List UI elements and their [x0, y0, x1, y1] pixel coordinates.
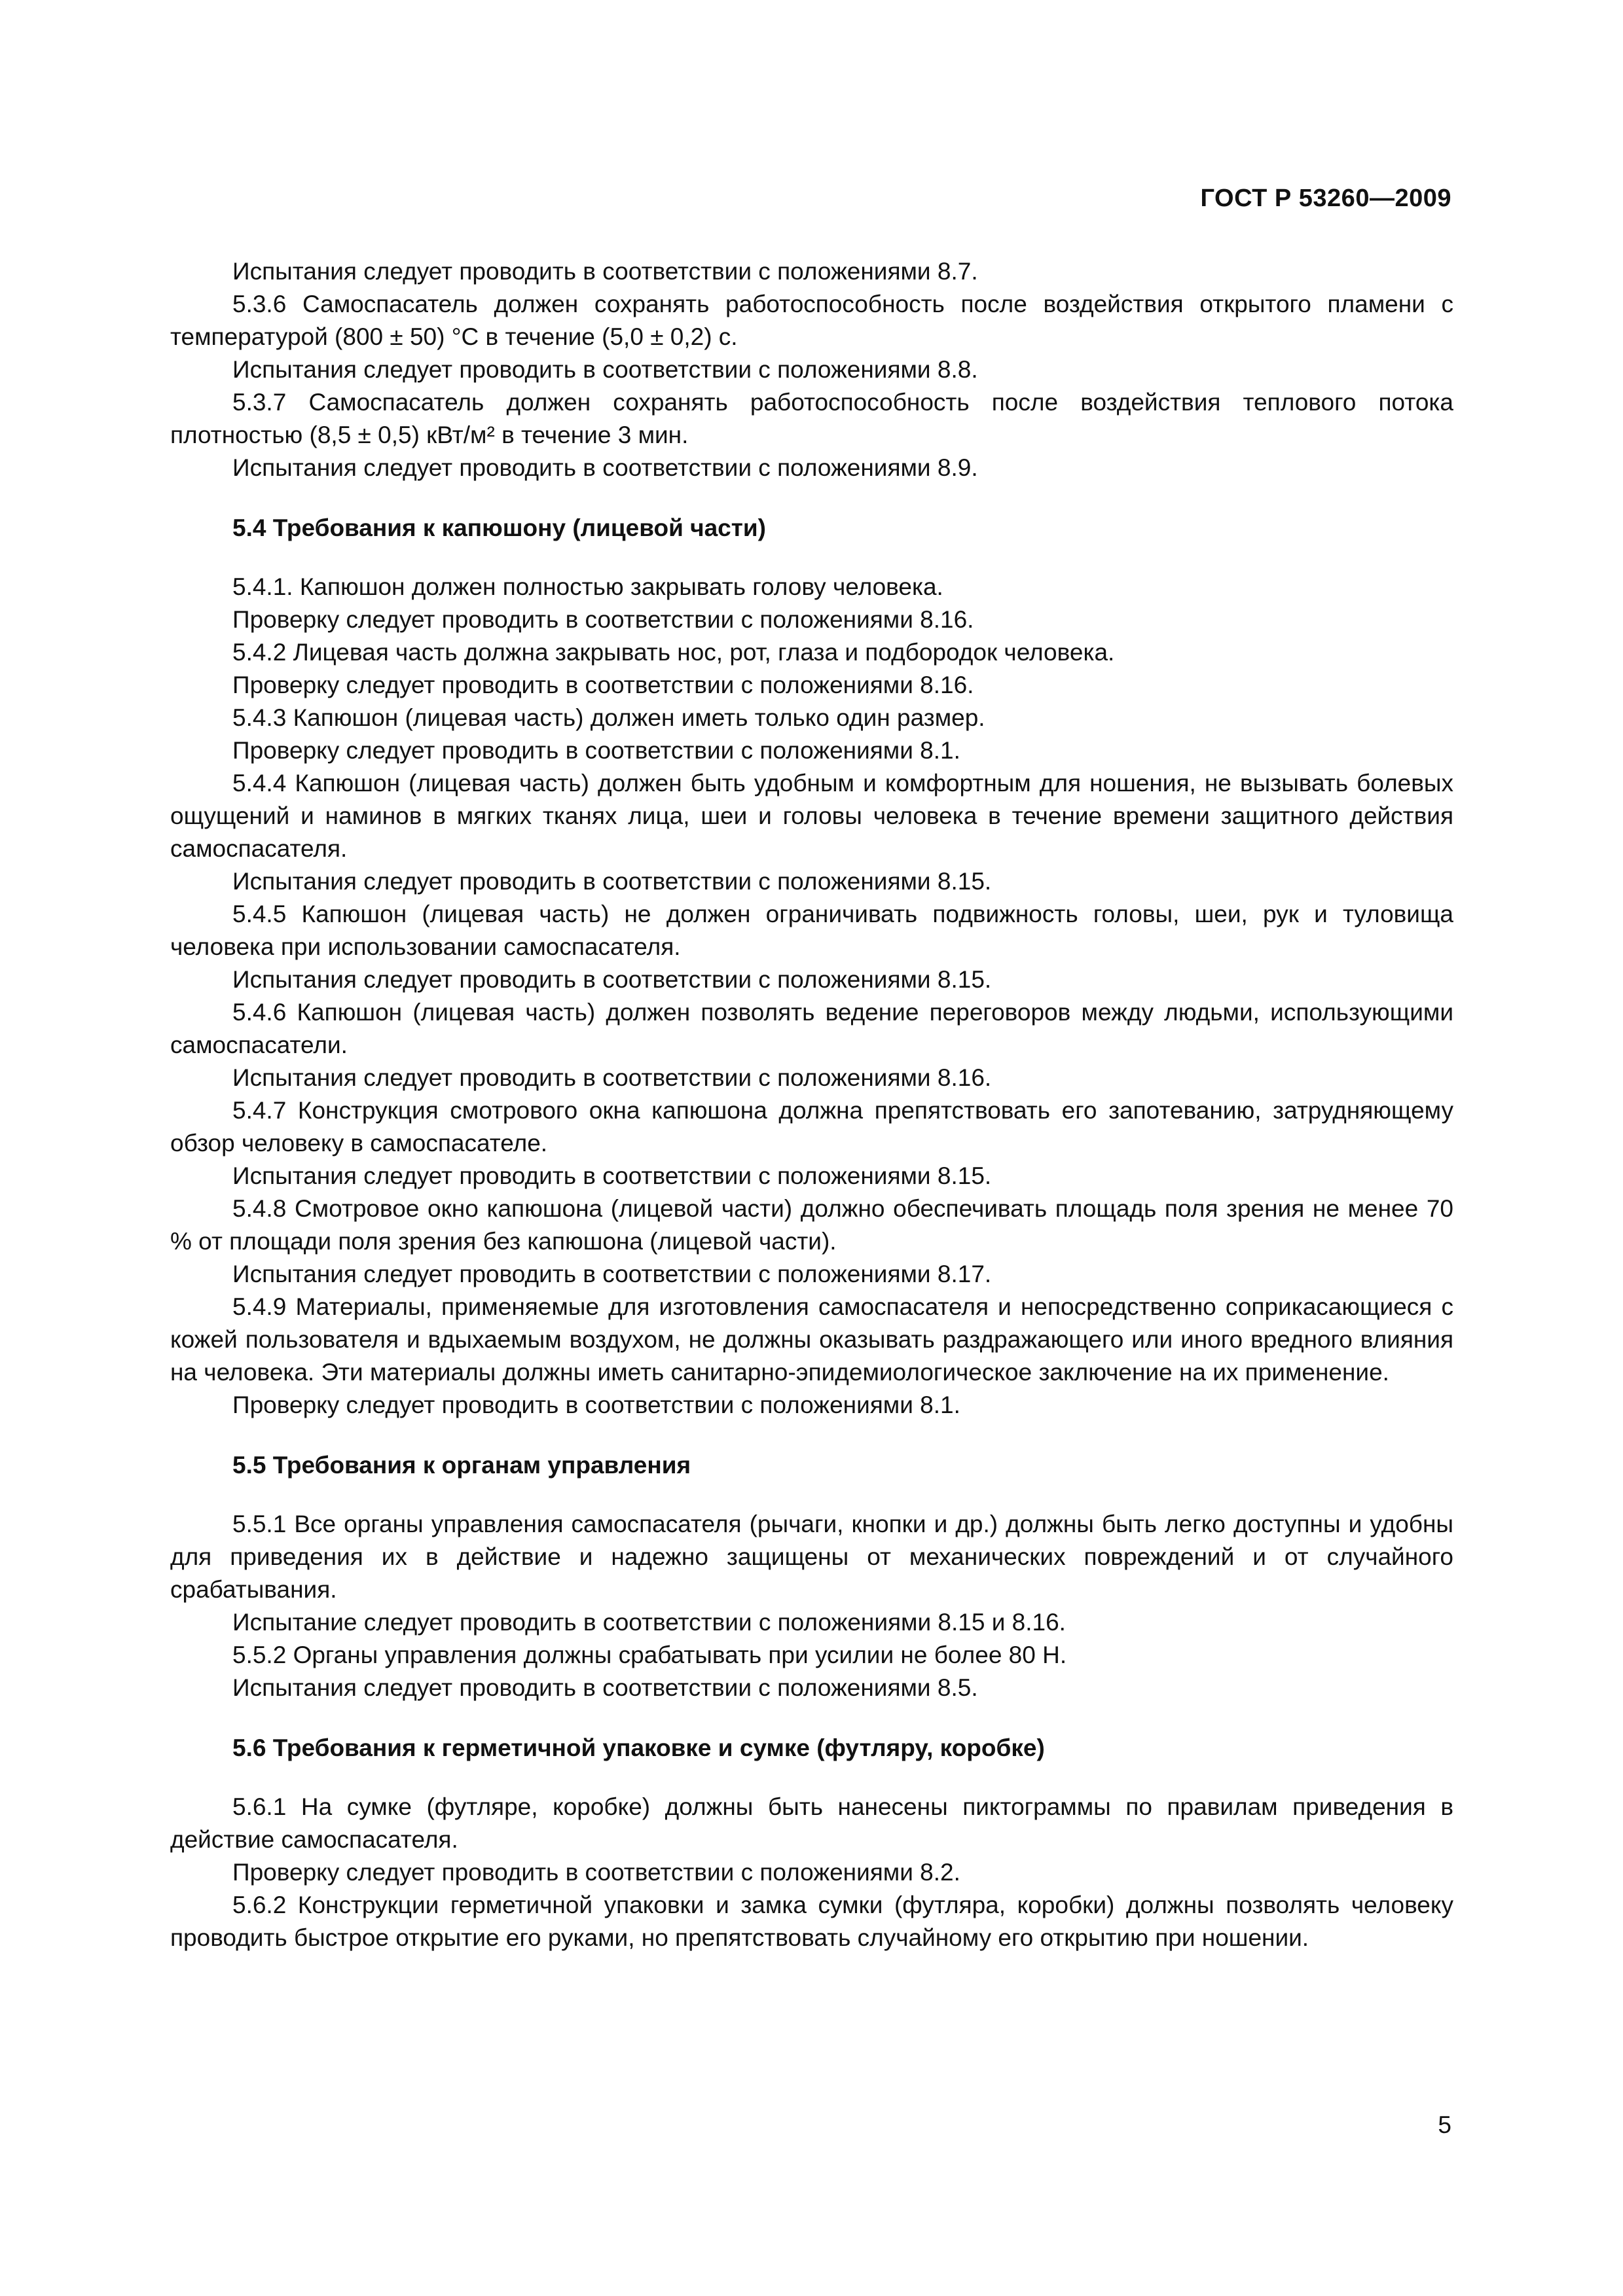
paragraph: 5.5.2 Органы управления должны срабатывать при усилии не более 80 Н.: [232, 1641, 1067, 1668]
section-heading: 5.5 Требования к органам управления: [232, 1452, 691, 1479]
paragraph: Испытания следует проводить в соответствии с положениями 8.15.: [232, 868, 992, 895]
paragraph: 5.4.3 Капюшон (лицевая часть) должен иметь только один размер.: [232, 704, 985, 731]
paragraph: 5.4.1. Капюшон должен полностью закрывать голову человека.: [232, 573, 943, 600]
paragraph: Испытания следует проводить в соответствии с положениями 8.5.: [232, 1674, 978, 1701]
paragraph: Испытание следует проводить в соответствии с положениями 8.15 и 8.16.: [232, 1609, 1066, 1636]
section-heading: 5.6 Требования к герметичной упаковке и сумке (футляру, коробке): [232, 1734, 1045, 1761]
paragraph: Испытания следует проводить в соответствии с положениями 8.17.: [232, 1261, 992, 1287]
paragraph: 5.4.7 Конструкция смотрового окна капюшона должна препятствовать его запотеванию, затрудняющему обзор человеку в самоспасателе.: [170, 1097, 1453, 1157]
page-number: 5: [1438, 2111, 1451, 2138]
paragraph: Испытания следует проводить в соответствии с положениями 8.15.: [232, 966, 992, 993]
paragraph: Испытания следует проводить в соответствии с положениями 8.9.: [232, 454, 978, 481]
paragraph: 5.3.7 Самоспасатель должен сохранять работоспособность после воздействия теплового потока плотностью (8,5 ± 0,5) кВт/м² в течение 3 мин.: [170, 389, 1453, 448]
paragraph: Испытания следует проводить в соответствии с положениями 8.16.: [232, 1064, 992, 1091]
paragraph: Проверку следует проводить в соответствии с положениями 8.2.: [232, 1859, 960, 1886]
paragraph: Проверку следует проводить в соответствии с положениями 8.16.: [232, 672, 974, 698]
paragraph: Испытания следует проводить в соответствии с положениями 8.8.: [232, 356, 978, 383]
section-heading: 5.4 Требования к капюшону (лицевой части): [232, 514, 766, 541]
paragraph: 5.4.6 Капюшон (лицевая часть) должен позволять ведение переговоров между людьми, использующими самоспасатели.: [170, 999, 1453, 1058]
paragraph: 5.6.2 Конструкции герметичной упаковки и замка сумки (футляра, коробки) должны позволять человеку проводить быстрое открытие его руками, но препятствовать случайному его открытию при ношении.: [170, 1892, 1453, 1951]
paragraph: 5.6.1 На сумке (футляре, коробке) должны быть нанесены пиктограммы по правилам приведения в действие самоспасателя.: [170, 1793, 1453, 1853]
paragraph: Испытания следует проводить в соответствии с положениями 8.7.: [232, 258, 978, 285]
paragraph: 5.4.4 Капюшон (лицевая часть) должен быть удобным и комфортным для ношения, не вызывать болевых ощущений и наминов в мягких тканях лица, шеи и головы человека в течение времени защитного действия самоспасателя.: [170, 770, 1453, 862]
document-body: [170, 255, 1453, 1954]
paragraph: 5.4.9 Материалы, применяемые для изготовления самоспасателя и непосредственно соприкасающиеся с кожей пользователя и вдыхаемым воздухом, не должны оказывать раздражающего или иного вредного влияния на человека. Эти материалы должны иметь санитарно-эпидемиологическое заключение на их применение.: [170, 1293, 1453, 1386]
paragraph: 5.4.5 Капюшон (лицевая часть) не должен ограничивать подвижность головы, шеи, рук и туловища человека при использовании самоспасателя.: [170, 901, 1453, 960]
paragraph: Проверку следует проводить в соответствии с положениями 8.16.: [232, 606, 974, 633]
document-id-header: ГОСТ Р 53260—2009: [1200, 185, 1451, 212]
paragraph: 5.4.8 Смотровое окно капюшона (лицевой части) должно обеспечивать площадь поля зрения не менее 70 % от площади поля зрения без капюшона (лицевой части).: [170, 1195, 1453, 1255]
paragraph: Испытания следует проводить в соответствии с положениями 8.15.: [232, 1162, 992, 1189]
paragraph: 5.4.2 Лицевая часть должна закрывать нос, рот, глаза и подбородок человека.: [232, 639, 1115, 666]
paragraph: 5.5.1 Все органы управления самоспасателя (рычаги, кнопки и др.) должны быть легко доступны и удобны для приведения их в действие и надежно защищены от механических повреждений и от случайного срабатывания.: [170, 1511, 1453, 1603]
paragraph: Проверку следует проводить в соответствии с положениями 8.1.: [232, 1391, 960, 1418]
paragraph: 5.3.6 Самоспасатель должен сохранять работоспособность после воздействия открытого пламени с температурой (800 ± 50) °С в течение (5,0 ± 0,2) с.: [170, 291, 1453, 350]
paragraph: Проверку следует проводить в соответствии с положениями 8.1.: [232, 737, 960, 764]
